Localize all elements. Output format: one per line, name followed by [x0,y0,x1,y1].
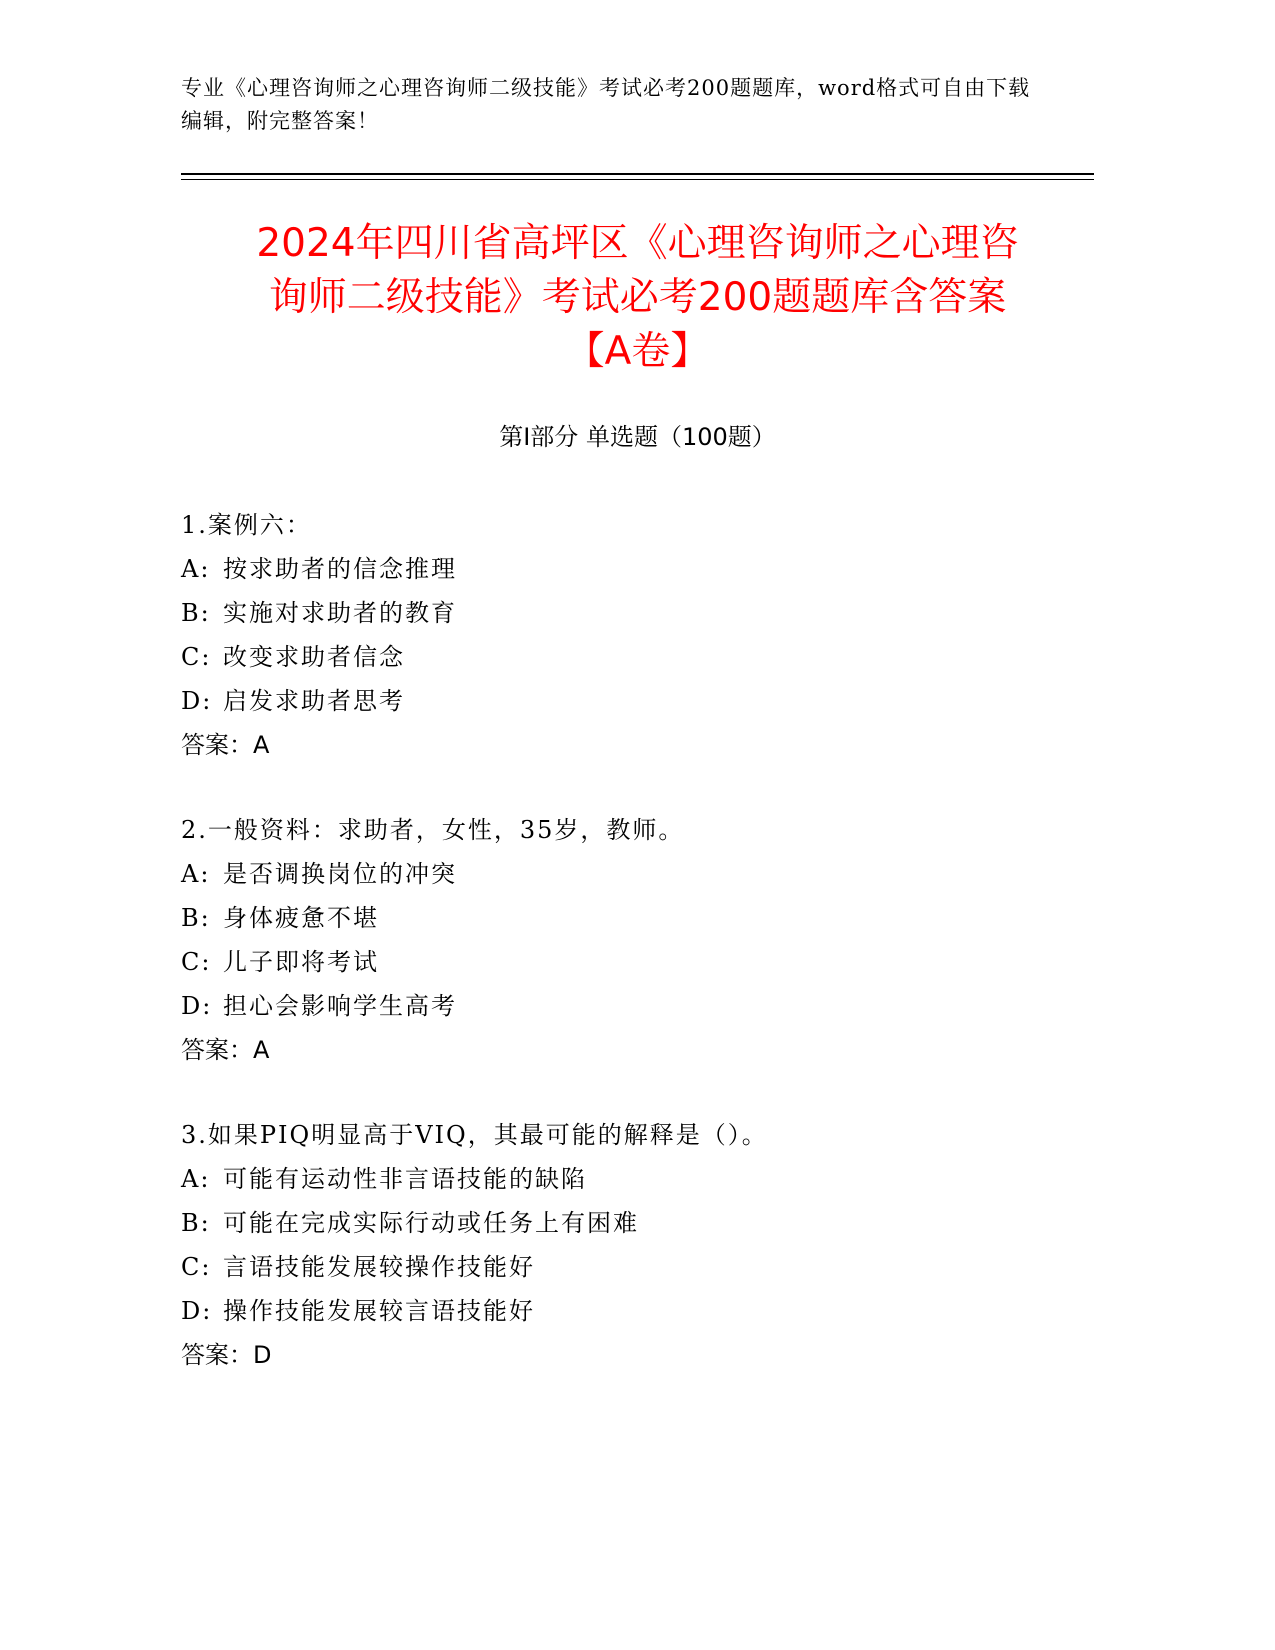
option-d [181,1289,1081,1333]
answer-line: 答案：A [181,731,270,759]
option-text: 儿子即将考试 [223,948,379,976]
option-d [181,984,1081,1028]
answer-line: 答案：D [181,1341,272,1369]
option-letter: C: [181,948,212,976]
question-stem: 1.案例六： [181,511,312,539]
option-letter: C: [181,1253,212,1281]
option-letter: C: [181,643,212,671]
option-c [181,1245,1081,1289]
header-divider-thin [181,179,1094,180]
option-c [181,635,1081,679]
section-heading: 第Ⅰ部分 单选题（100题） [499,423,776,451]
question-3 [181,1113,1081,1377]
header-divider-thick [181,173,1094,175]
answer-line: 答案：A [181,1036,270,1064]
option-letter: D: [181,992,213,1020]
option-d [181,679,1081,723]
document-title [150,217,1125,379]
document-title-line-2: 询师二级技能》考试必考200题题库含答案 [268,275,1007,320]
option-b [181,1201,1081,1245]
option-letter: A: [181,860,211,888]
option-text: 启发求助者思考 [223,687,405,715]
option-letter: B: [181,904,211,932]
option-b [181,896,1081,940]
option-text: 可能有运动性非言语技能的缺陷 [223,1165,587,1193]
option-a [181,1157,1081,1201]
option-letter: B: [181,599,211,627]
option-letter: D: [181,1297,213,1325]
header-note: 专业《心理咨询师之心理咨询师二级技能》考试必考200题题库，word格式可自由下载编辑，附完整答案！ [181,76,1031,133]
option-b [181,591,1081,635]
question-stem: 3.如果PIQ明显高于VIQ，其最可能的解释是（）。 [181,1121,768,1149]
option-text: 操作技能发展较言语技能好 [223,1297,535,1325]
option-letter: B: [181,1209,211,1237]
option-text: 是否调换岗位的冲突 [223,860,457,888]
option-letter: A: [181,555,211,583]
option-text: 担心会影响学生高考 [223,992,457,1020]
question-1 [181,503,1081,767]
option-a [181,547,1081,591]
option-letter: A: [181,1165,211,1193]
question-stem: 2.一般资料：求助者，女性，35岁，教师。 [181,816,685,844]
option-a [181,852,1081,896]
option-text: 按求助者的信念推理 [223,555,457,583]
option-text: 可能在完成实际行动或任务上有困难 [223,1209,639,1237]
document-title-line-1: 2024年四川省高坪区《心理咨询师之心理咨 [256,221,1019,266]
option-text: 改变求助者信念 [223,643,405,671]
question-2 [181,808,1081,1072]
option-letter: D: [181,687,213,715]
option-text: 身体疲惫不堪 [223,904,379,932]
option-text: 实施对求助者的教育 [223,599,457,627]
option-c [181,940,1081,984]
option-text: 言语技能发展较操作技能好 [223,1253,535,1281]
document-title-line-3: 【A卷】 [565,329,710,374]
